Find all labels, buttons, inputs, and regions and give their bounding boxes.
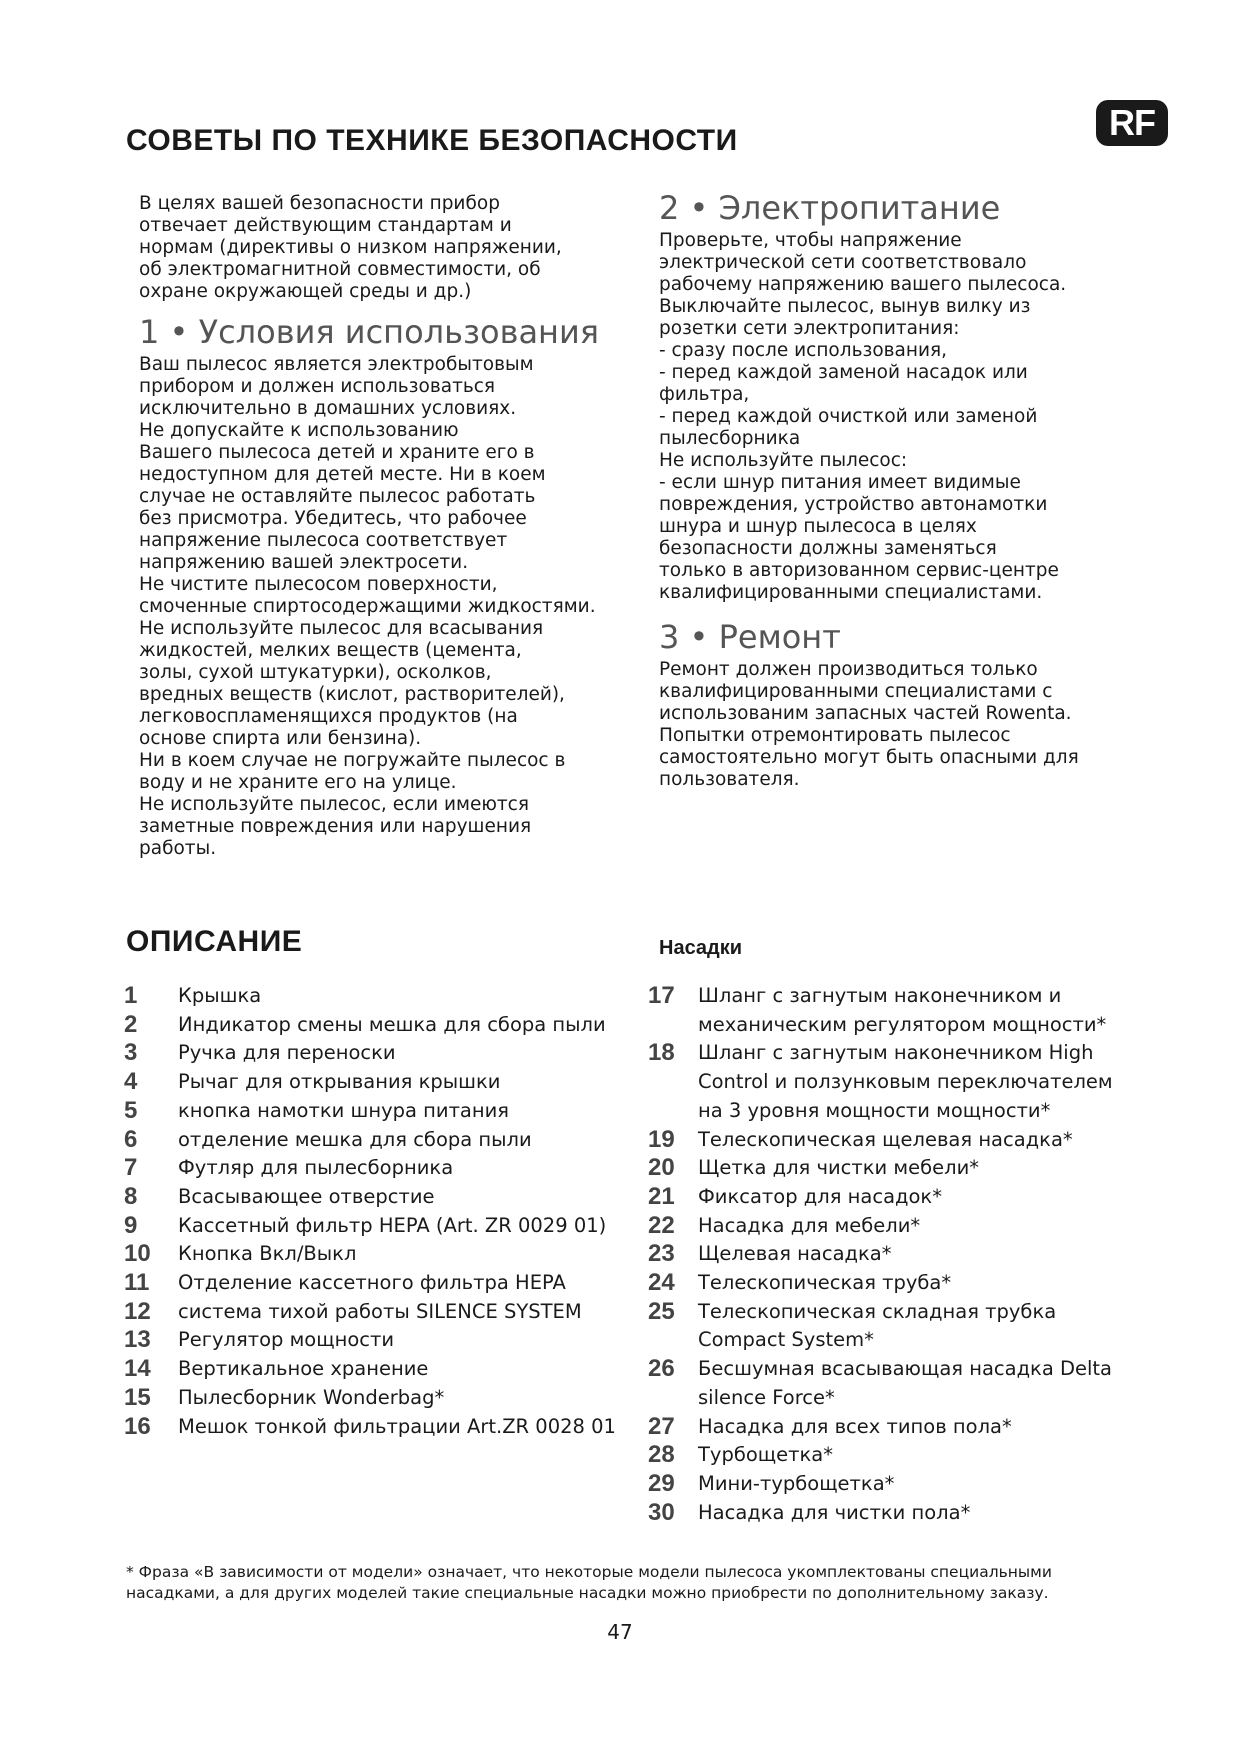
part-item [124, 1011, 644, 1040]
safety-heading: СОВЕТЫ ПО ТЕХНИКЕ БЕЗОПАСНОСТИ [126, 124, 738, 157]
part-label: Насадка для всех типов пола* [698, 1414, 1012, 1438]
description-heading: ОПИСАНИЕ [126, 925, 303, 958]
part-item [124, 1183, 644, 1212]
part-label: Турбощетка* [698, 1443, 833, 1467]
part-label: Всасывающее отверстие [178, 1184, 435, 1208]
part-label: Отделение кассетного фильтра HEPA [178, 1271, 566, 1295]
part-item [648, 1269, 1128, 1298]
part-label: отделение мешка для сбора пыли [178, 1127, 532, 1151]
language-badge: RF [1096, 100, 1168, 146]
part-number: 2 [124, 1010, 138, 1038]
section-3-title: 3 • Ремонт [659, 618, 841, 656]
section-1-title: 1 • Условия использования [139, 313, 600, 351]
part-item [648, 1441, 1128, 1470]
part-item [648, 1413, 1128, 1442]
part-number: 8 [124, 1182, 138, 1210]
part-number: 18 [648, 1039, 675, 1067]
page-number: 47 [607, 1620, 633, 1644]
part-number: 22 [648, 1211, 675, 1239]
part-number: 25 [648, 1297, 675, 1325]
part-item [648, 1212, 1128, 1241]
part-label: Фиксатор для насадок* [698, 1184, 942, 1208]
part-number: 12 [124, 1297, 151, 1325]
part-number: 28 [648, 1441, 675, 1469]
section-2-text: Проверьте, чтобы напряжение электрической сети соответствовало рабочему напряжению вашего пылесоса. Выключайте пылесос, вынув вилку из розетки сети электропитания: - сразу после использования, - перед каждой заменой насадок или фильтра, - перед каждой очисткой или заменой пылесборника Не используйте пылесос: - если шнур питания имеет видимые повреждения, устройство автонамотки шнура и шнур пылесоса в целях безопасности должны заменяться только в авторизованном сервис-центре квалифицированными специалистами. [659, 230, 1067, 603]
section-2-title: 2 • Электропитание [659, 189, 1001, 227]
part-label: Регулятор мощности [178, 1328, 395, 1352]
parts-list-left [124, 982, 644, 1441]
part-label: Футляр для пылесборника [178, 1156, 454, 1180]
part-label: Шланг с загнутым наконечником и механическим регулятором мощности* [698, 984, 1107, 1036]
part-item [648, 1470, 1128, 1499]
part-label: кнопка намотки шнура питания [178, 1098, 510, 1122]
part-item [124, 1384, 644, 1413]
part-number: 7 [124, 1154, 138, 1182]
attachments-heading: Насадки [659, 937, 743, 959]
part-number: 10 [124, 1240, 151, 1268]
parts-list-right [648, 982, 1128, 1527]
part-label: Вертикальное хранение [178, 1357, 429, 1381]
part-number: 23 [648, 1240, 675, 1268]
part-number: 5 [124, 1096, 138, 1124]
part-item [124, 1269, 644, 1298]
part-number: 14 [124, 1355, 151, 1383]
part-item [648, 982, 1128, 1039]
part-item [124, 1298, 644, 1327]
part-item [124, 1126, 644, 1155]
part-number: 30 [648, 1498, 675, 1526]
part-item [124, 1068, 644, 1097]
part-label: Крышка [178, 984, 262, 1007]
part-label: Щетка для чистки мебели* [698, 1156, 980, 1180]
part-label: Мини-турбощетка* [698, 1471, 895, 1495]
part-item [124, 1355, 644, 1384]
section-1-text: Ваш пылесос является электробытовым прибором и должен использоваться исключительно в домашних условиях. Не допускайте к использованию Вашего пылесоса детей и храните его в недоступном для детей месте. Ни в коем случае не оставляйте пылесос работать без присмотра. Убедитесь, что рабочее напряжение пылесоса соответствует напряжению вашей электросети. Не чистите пылесосом поверхности, смоченные спиртосодержащими жидкостями. Не используйте пылесос для всасывания жидкостей, мелких веществ (цемента, золы, сухой штукатурки), осколков, вредных веществ (кислот, растворителей), легковоспламенящихся продуктов (на основе спирта или бензина). Ни в коем случае не погружайте пылесос в воду и не храните его на улице. Не используйте пылесос, если имеются заметные повреждения или нарушения работы. [139, 354, 596, 859]
safety-left-column [139, 193, 629, 860]
part-label: Телескопическая складная трубка Compact System* [698, 1299, 1057, 1352]
part-number: 3 [124, 1039, 138, 1067]
part-item [124, 1240, 644, 1269]
part-item [648, 1183, 1128, 1212]
part-item [648, 1126, 1128, 1155]
part-number: 4 [124, 1068, 138, 1096]
part-label: Кнопка Вкл/Выкл [178, 1242, 357, 1266]
part-item [648, 1039, 1128, 1125]
part-label: Кассетный фильтр HEPA (Art. ZR 0029 01) [178, 1213, 607, 1237]
part-number: 21 [648, 1182, 675, 1210]
safety-intro: В целях вашей безопасности прибор отвечает действующим стандартам и нормам (директивы о низком напряжении, об электромагнитной совместимости, об охране окружающей среды и др.) [139, 193, 562, 302]
part-number: 1 [124, 982, 138, 1009]
part-label: Мешок тонкой фильтрации Art.ZR 0028 01 [178, 1414, 616, 1438]
part-item [124, 1326, 644, 1355]
part-number: 15 [124, 1383, 151, 1411]
part-number: 20 [648, 1154, 675, 1182]
part-item [648, 1154, 1128, 1183]
part-item [124, 1212, 644, 1241]
part-number: 19 [648, 1125, 675, 1153]
part-label: Насадка для мебели* [698, 1213, 921, 1237]
part-number: 17 [648, 982, 675, 1009]
part-item [124, 1413, 644, 1442]
part-number: 24 [648, 1269, 675, 1297]
part-label: Бесшумная всасывающая насадка Delta silence Force* [698, 1357, 1113, 1409]
part-label: Телескопическая щелевая насадка* [698, 1127, 1073, 1151]
part-number: 11 [124, 1269, 150, 1297]
part-item [124, 1097, 644, 1126]
part-item [124, 1154, 644, 1183]
part-number: 6 [124, 1125, 138, 1153]
part-label: Ручка для переноски [178, 1041, 396, 1065]
part-item [648, 1355, 1128, 1412]
part-label: система тихой работы SILENCE SYSTEM [178, 1299, 582, 1323]
footnote: * Фраза «В зависимости от модели» означает, что некоторые модели пылесоса укомплектованы специальными насадками, а для других моделей такие специальные насадки можно приобрести по дополнительному заказу. [126, 1563, 1052, 1602]
part-number: 13 [124, 1326, 151, 1354]
part-number: 27 [648, 1412, 675, 1440]
part-item [648, 1298, 1128, 1355]
part-label: Телескопическая труба* [698, 1271, 952, 1295]
part-label: Шланг с загнутым наконечником High Control и ползунковым переключателем на 3 уровня мощности мощности* [698, 1041, 1113, 1122]
part-label: Индикатор смены мешка для сбора пыли [178, 1012, 606, 1036]
part-item [648, 1499, 1128, 1528]
part-number: 16 [124, 1412, 151, 1440]
part-label: Щелевая насадка* [698, 1242, 892, 1266]
part-item [124, 1039, 644, 1068]
part-number: 26 [648, 1355, 675, 1383]
part-item [124, 982, 644, 1011]
part-number: 29 [648, 1469, 675, 1497]
part-number: 9 [124, 1211, 138, 1239]
part-label: Пылесборник Wonderbag* [178, 1385, 445, 1409]
part-label: Насадка для чистки пола* [698, 1500, 971, 1524]
safety-right-column [659, 189, 1129, 791]
part-item [648, 1240, 1128, 1269]
section-3-text: Ремонт должен производиться только квалифицированными специалистами с использованим запасных частей Rowenta. Попытки отремонтировать пылесос самостоятельно могут быть опасными для пользователя. [659, 659, 1079, 790]
part-label: Рычаг для открывания крышки [178, 1070, 501, 1094]
